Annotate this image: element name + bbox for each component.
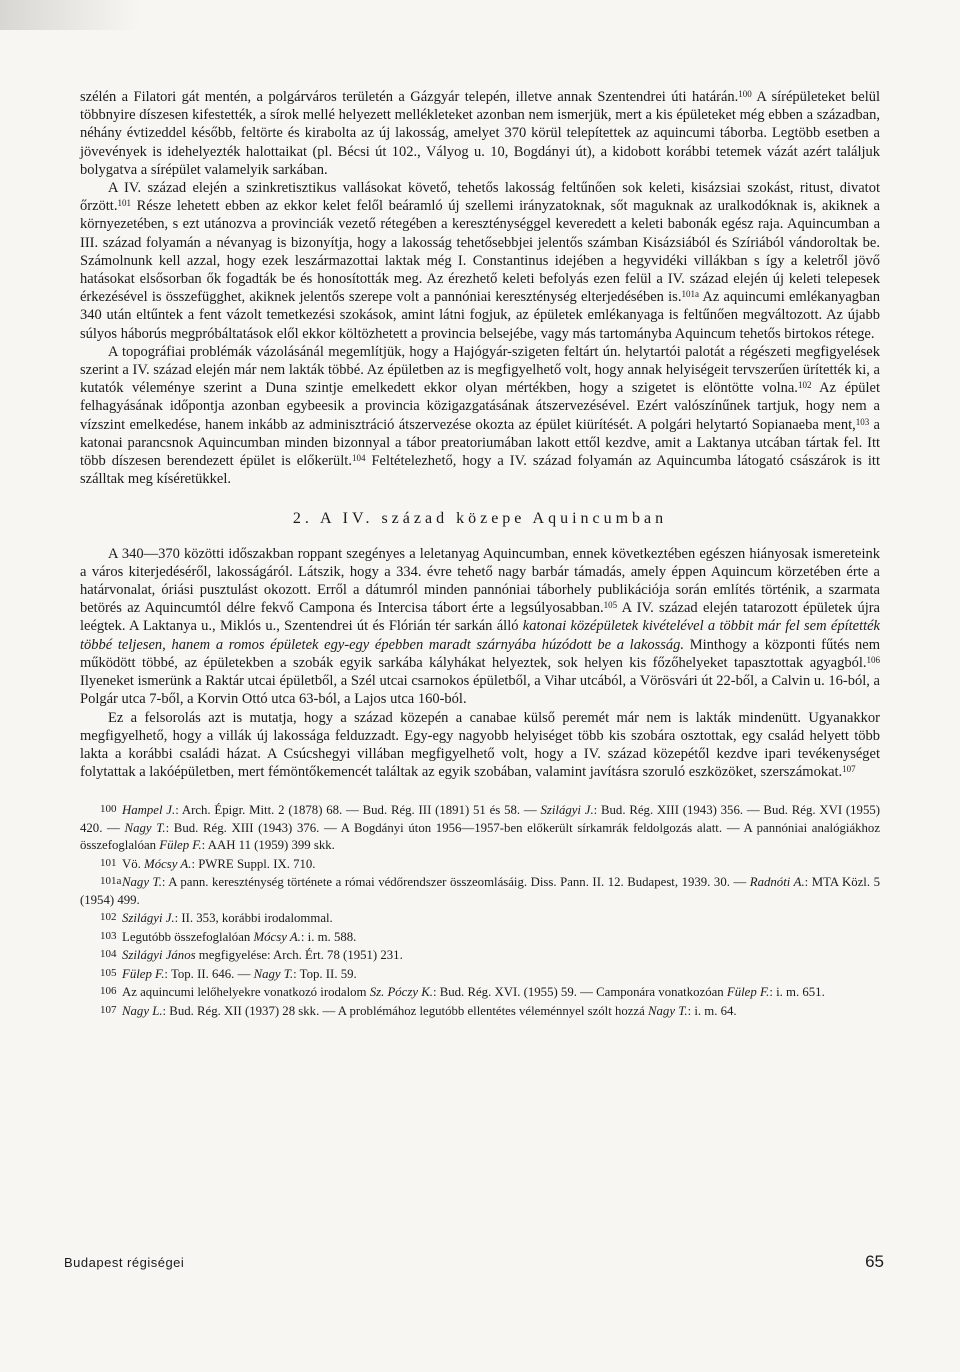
footnote-ref: 102 (797, 380, 812, 391)
scan-artifact (0, 0, 140, 30)
footnote-number: 103 (100, 929, 117, 942)
footnote-number: 101a (100, 875, 122, 888)
footnote-author: Mócsy A. (144, 856, 192, 871)
footnote-text: : Bud. Rég. XVI. (1955) 59. — Camponára vonatkozóan (432, 985, 727, 1000)
footnote (80, 965, 880, 984)
footnote-number: 101 (100, 856, 117, 869)
footnote-number: 102 (100, 911, 117, 924)
footnote (80, 909, 880, 928)
footnote-text: megfigyelése: Arch. Ért. 78 (1951) 231. (195, 948, 403, 963)
footnote-author: Nagy L. (122, 1003, 163, 1018)
footnote-author: Nagy T. (253, 966, 294, 981)
footnote-author: Szilágyi János (122, 948, 196, 963)
footnote (80, 801, 880, 855)
footnote (80, 946, 880, 965)
footnote-text: : AAH 11 (1959) 399 skk. (201, 838, 335, 853)
footnote-text: Az aquincumi lelőhelyekre vonatkozó irodalom (122, 985, 370, 1000)
footnote-ref: 101a (681, 289, 699, 300)
main-text (80, 88, 880, 781)
footnote-author: Szilágyi J. (540, 803, 594, 818)
footnote-author: Fülep F. (122, 966, 165, 981)
footnote-author: Hampel J. (122, 803, 176, 818)
page-number: 65 (865, 1252, 884, 1271)
page-footer (64, 1252, 884, 1272)
paragraph (80, 545, 880, 709)
footnote-author: Nagy T. (124, 820, 166, 835)
footnote-text: : MTA Közl. 5 (1954) 499. (80, 875, 880, 907)
text-run: Ez a felsorolás azt is mutatja, hogy a század közepén a canabae külső peremét már nem is lakták mindenütt. Ugyanakkor megfigyelhető, hogy a villák új lakossága felduzzadt. Egy-egy nagyobb helyiséget több kis szobára osztottak, egy család helyett több lakta a korábbi családi házat. A Csúcshegyi villában megfigyelhető volt, hogy a IV. század közepétől kezdve ipari tevékenységet folytattak a lakóépületben, mert fémöntőkemencét találtak az egyik szobában, valamint javításra szoruló eszközöket, szerszámokat. (80, 709, 880, 781)
text-run: a katonai parancsnok Aquincumban minden bizonnyal a tábor preatoriumában lakott ettől kezdve, amit a Laktanya utcában tártak fel. Itt több díszesen berendezett épület is előkerült. (80, 416, 880, 470)
footnote-author: Radnóti A. (749, 875, 805, 890)
text-run: A sírépületeket belül többnyire díszesen kifestették, a sírok mellé helyezett mellékleteket azonban nem ismerjük, mert a kis épületeket még ebben a században, néhány évtizeddel később, feltörte és kirabolta az új lakosság, amelyet 370 körül telepítettek az aquincumi táborba. Legtöbb esetben a jövevények is idehelyezték halottaikat (pl. Bécsi út 102., Vályog u. 10, Bogdányi út), a kidobott korábbi tetemek vázát azért találjuk bolygatva a sírépület valamelyik sarkában. (80, 89, 880, 178)
footnote-text: : Bud. Rég. XII (1937) 28 skk. — A problémához legutóbb ellentétes véleménnyel szólt hozzá (162, 1003, 648, 1018)
footnote-author: Fülep F. (726, 985, 770, 1000)
footnote-author: Nagy T. (648, 1003, 688, 1018)
footnote (80, 1002, 880, 1021)
footnote-text: : Top. II. 646. — (164, 966, 254, 981)
footnote-number: 104 (100, 948, 117, 961)
footnote-text: : PWRE Suppl. IX. 710. (191, 856, 316, 871)
footnote-text: Legutóbb összefoglalóan (122, 929, 254, 944)
text-run: Az épület felhagyásának időpontja azonban egybeesik a provincia közigazgatásának átszervezésével. Ezért valószínűnek tartjuk, hogy nem a vízszint emelkedése, hanem inkább az adminisztráció átszervezése okozta az épület kiürítését. A polgári helytartó Sopianaeba ment, (80, 380, 880, 433)
text-run: Ilyeneket ismerünk a Raktár utcai épületből, a Szél utcai csarnokos épületből, a Vihar utcából, a Vörösvári út 22-ből, a Calvin u. 16-ból, a Polgár utca 7-ből, a Korvin Ottó utca 63-ból, a Lajos utca 160-ból. (80, 673, 880, 708)
paragraph (80, 88, 880, 179)
text-run: A IV. század elején tatarozott épületek újra leégtek. A Laktanya u., Miklós u., Szentendrei út és Flórián tér sarkán álló (80, 600, 880, 635)
footnote-text: : i. m. 64. (687, 1003, 737, 1018)
footnote-number: 106 (100, 985, 117, 998)
text-run: szélén a Filatori gát mentén, a polgárváros területén a Gázgyár telepén, illetve annak Szentendrei úti határán. (80, 89, 739, 105)
footnote-number: 105 (100, 966, 117, 979)
footnote-number: 107 (100, 1003, 117, 1016)
footnote (80, 873, 880, 909)
text-run: Minthogy a központi fűtés nem működött többé, az épületekben a szobák egyik sarkába kályhákat helyeztek, sok helyen kis főzőhelyeket tapasztottak agyagból. (80, 636, 880, 671)
text-run: A IV. század elején a szinkretisztikus vallásokat követő, tehetős lakosság feltűnően sok keleti, kisázsiai szokást, ritust, divatot őrzött. (80, 180, 880, 215)
footnote-ref: 104 (351, 453, 366, 464)
footnote-ref: 100 (738, 89, 752, 99)
text-run: Az aquincumi emlékanyagban 340 után eltűntek a fent vázolt temetkezési szokások, amint látni fogjuk, az épületek emlékanyaga is feltűnően megváltozott. Az újabb súlyos háborús megpróbáltatások elől ekkor költözhetett a provincia belsejébe, vagy más tartományba Aquincum tehetős birtokos rétege. (80, 289, 880, 342)
footnote (80, 855, 880, 874)
text-run: Része lehetett ebben az ekkor kelet felől beáramló új szellemi irányzatoknak, sőt maguknak az uralkodóknak is, akiknek a környezetében, s ezt utánozva a provinciák vezető rétegében a kereszténységgel keveredett a keleti babonák egész raja. Aquincumban a III. század folyamán a névanyag is bizonyítja, hogy a lakosság tehetősebbjei jelentős számban Kisázsiából és Szíriából vándoroltak be. Számolnunk kell azzal, hogy ezek leszármazottai laktak még I. Constantinus idejében a hegyvidéki villákban s így a keletről jövő hatásokat elsősorban ők fogadták be és honosították meg. Az érezhető keleti befolyás ezen felül a IV. század elején új keleti telepesek érkezésével is összefügghet, akiknek jelentős szerepe volt a pannóniai kereszténység elterjedésében is. (80, 198, 880, 306)
footnote-author: Mócsy A. (253, 929, 301, 944)
footnote-ref: 105 (603, 600, 618, 611)
footnote-ref: 101 (117, 198, 131, 209)
footnote-text: : II. 353, korábbi irodalommal. (174, 911, 333, 926)
paragraph (80, 343, 880, 489)
footnote-number: 100 (100, 803, 117, 816)
footnote-ref: 107 (842, 764, 856, 775)
footnote-ref: 106 (866, 654, 880, 665)
footnotes (80, 801, 880, 1020)
footnote-text: : i. m. 588. (300, 929, 357, 944)
text-run: Feltételezhető, hogy a IV. század folyamán az Aquincumba látogató császárok is itt szálltak meg kíséretükkel. (80, 453, 880, 488)
footnote-text: : A pann. kereszténység története a római védőrendszer összeomlásáig. Diss. Pann. II. 12. Budapest, 1939. 30. — (161, 875, 750, 890)
footnote (80, 928, 880, 947)
footnote-author: Sz. Póczy K. (369, 985, 433, 1000)
footnote-text: Vö. (122, 856, 145, 871)
document-page (80, 88, 880, 1020)
journal-title: Budapest régiségei (64, 1255, 185, 1270)
text-run: A topográfiai problémák vázolásánál megemlítjük, hogy a Hajógyár-szigeten feltárt ún. helytartói palotát a régészeti megfigyelések szerint a IV. század elején már nem lakták többé. Az épületben az is megfigyelhető volt, hogy annak helyiségeit tervszerűen ürítették ki, a kutatók véleménye szerint a Duna szintje emelkedett ekkor olyan mértékben, hogy a szigetet is elöntötte volna. (80, 343, 880, 397)
paragraph (80, 709, 880, 782)
footnote-text: : i. m. 651. (769, 985, 825, 1000)
footnote (80, 983, 880, 1002)
footnote-text: : Bud. Rég. XIII (1943) 356. — Bud. Rég. XVI (1955) 420. — (80, 803, 881, 835)
text-run: A 340—370 közötti időszakban roppant szegényes a leletanyag Aquincumban, ennek következtében egészen hiányosak ismereteink a város kiterjedéséről, lakosságáról. Látszik, hogy a 334. évre tehető nagy barbár támadás, amely éppen Aquincum körzetében érte a határvonalat, óriási pusztulást okozott. Erről a dátumról minden pannóniai táborhely publikációja során említés történik, a szarmata betörés az Aquincumtól délre fekvő Campona és Intercisa tábort érte a legsúlyosabban. (80, 545, 880, 617)
italic-emphasis: katonai középületek kivételével a többit már fel sem építették többé teljesen, hanem a romos épületek egy-egy épebben maradt szárnyába húzódott be a lakosság. (80, 618, 880, 653)
footnote-text: : Top. II. 59. (293, 966, 357, 981)
section-heading: 2. A IV. század közepe Aquincumban (292, 510, 668, 528)
footnote-ref: 103 (855, 416, 870, 427)
paragraph (80, 179, 880, 343)
footnote-text: : Arch. Épigr. Mitt. 2 (1878) 68. — Bud. Rég. III (1891) 51 és 58. — (175, 803, 541, 818)
footnote-author: Fülep F. (159, 838, 202, 853)
footnote-author: Nagy T. (122, 875, 162, 890)
footnote-text: : Bud. Rég. XIII (1943) 376. — A Bogdányi úton 1956—1957-ben előkerült sírkamrák feldolgozás alatt. — A pannóniai analógiákhoz összefoglalóan (80, 820, 881, 853)
footnote-author: Szilágyi J. (122, 911, 175, 926)
